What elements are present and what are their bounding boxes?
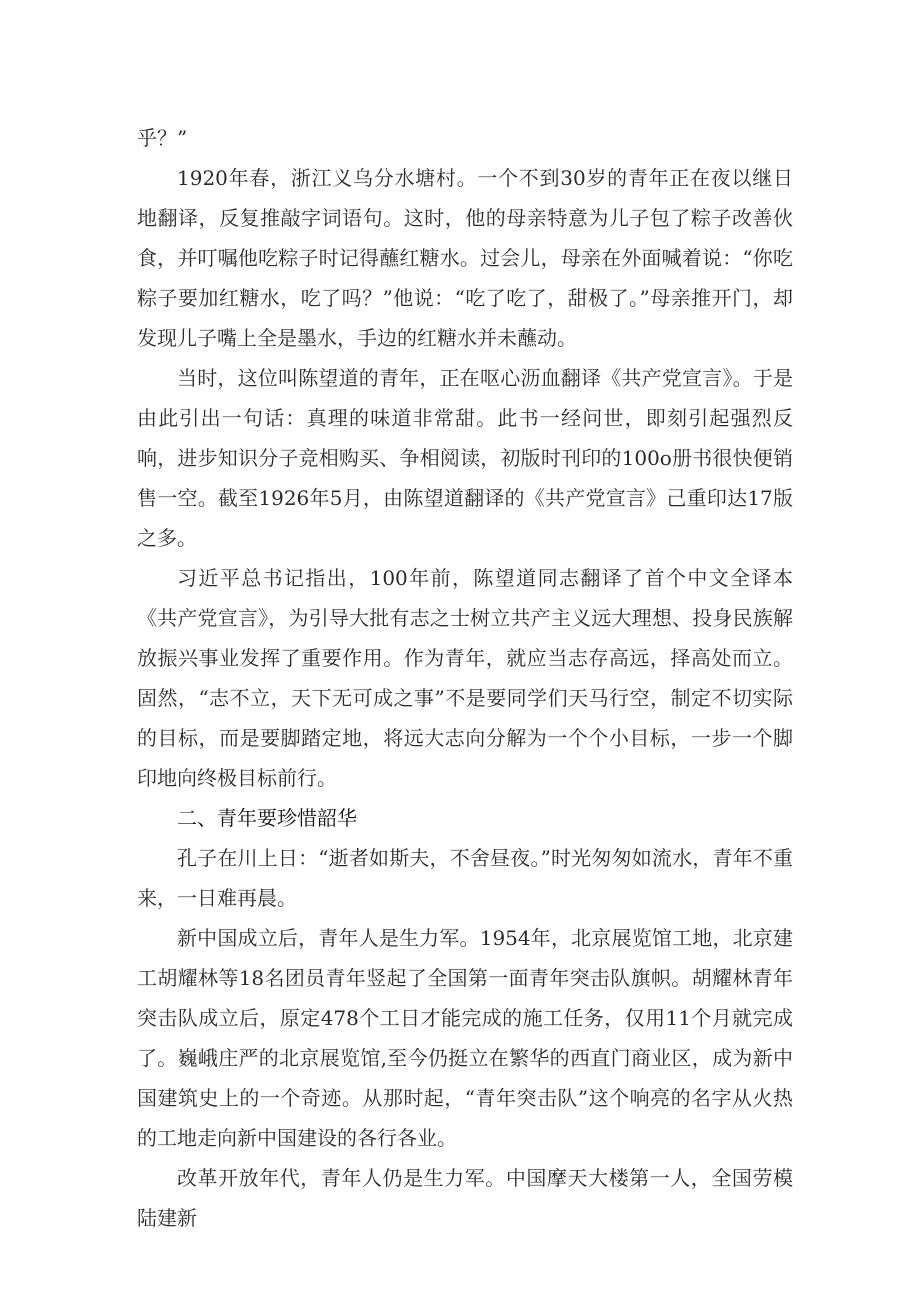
paragraph-xi-quote: 习近平总书记指出，100年前，陈望道同志翻译了首个中文全译本《共产党宣言》，为引导大批有志之士树立共产主义远大理想、投身民族解放振兴事业发挥了重要作用。作为青年，就应当志存高远，择高处而立。固然，“志不立，天下无可成之事”不是要同学们天马行空，制定不切实际的目标，而是要脚踏定地，将远大志向分解为一个个小目标，一步一个脚印地向终极目标前行。 — [137, 566, 793, 790]
paragraph-continuation: 乎？” — [137, 126, 188, 150]
paragraph-confucius: 孔子在川上日：“逝者如斯夫，不舍昼夜。”时光匆匆如流水，青年不重来，一日难再晨。 — [137, 846, 793, 910]
section-heading: 二、青年要珍惜韶华 — [177, 806, 357, 830]
paragraph-chen-wangdao: 当时，这位叫陈望道的青年，正在呕心沥血翻译《共产党宣言》。于是由此引出一句话：真理的味道非常甜。此书一经问世，即刻引起强烈反响，进步知识分子竞相购买、争相阅读，初版时刊印的100o册书很快便销售一空。截至1926年5月，由陈望道翻译的《共产党宣言》己重印达17版之多。 — [137, 366, 793, 550]
document-body — [137, 118, 793, 1238]
paragraph-reform-era: 改革开放年代，青年人仍是生力军。中国摩天大楼第一人，全国劳模陆建新 — [137, 1166, 793, 1230]
paragraph-1920-spring: 1920年春，浙江义乌分水塘村。一个不到30岁的青年正在夜以继日地翻译，反复推敲字词语句。这时，他的母亲特意为儿子包了粽子改善伙食，并叮嘱他吃粽子时记得蘸红糖水。过会儿，母亲在外面喊着说：“你吃粽子要加红糖水，吃了吗？”他说：“吃了吃了，甜极了。”母亲推开门，却发现儿子嘴上全是墨水，手边的红糖水并未蘸动。 — [137, 166, 793, 350]
paragraph-new-china: 新中国成立后，青年人是生力军。1954年，北京展览馆工地，北京建工胡耀林等18名团员青年竖起了全国第一面青年突击队旗帜。胡耀林青年突击队成立后，原定478个工日才能完成的施工任务，仅用11个月就完成了。巍峨庄严的北京展览馆,至今仍挺立在繁华的西直门商业区，成为新中国建筑史上的一个奇迹。从那时起，“青年突击队”这个响亮的名字从火热的工地走向新中国建设的各行各业。 — [137, 926, 793, 1150]
